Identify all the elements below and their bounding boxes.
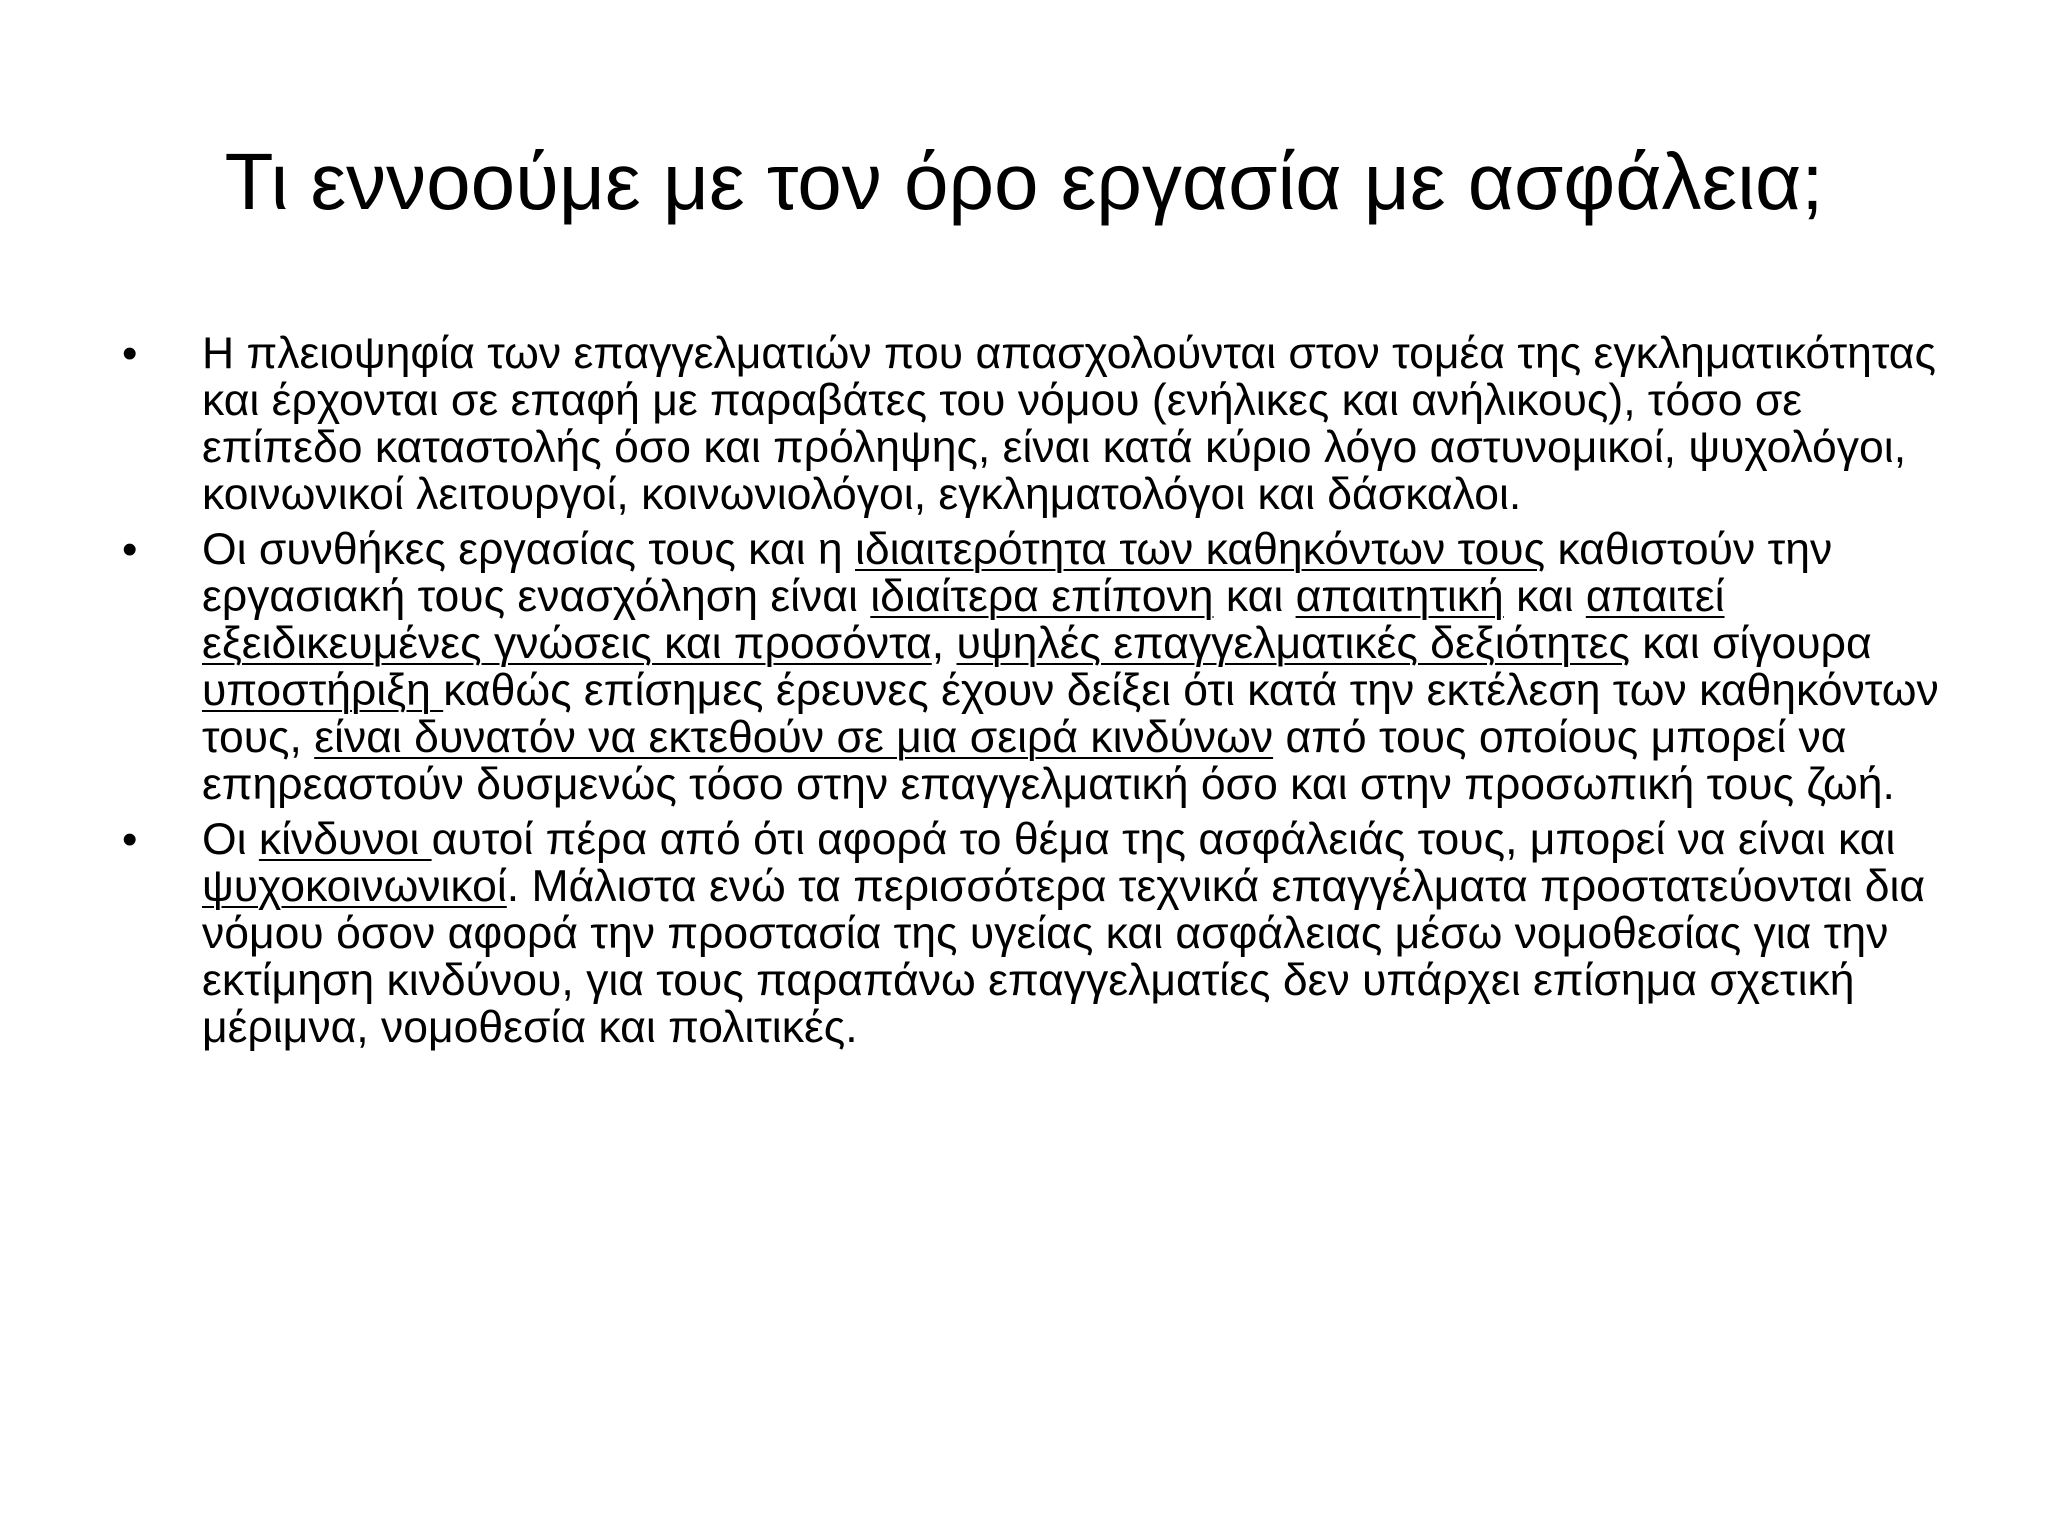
underlined-phrase: ψυχοκοινωνικοί xyxy=(202,862,507,911)
underlined-phrase: ιδιαίτερα επίπονη xyxy=(870,572,1214,621)
bullet-text: Η πλειοψηφία των επαγγελματιών που απασχολούνται στον τομέα της εγκληματικότητας και έρχονται σε επαφή με παραβάτες του νόμου (ενήλικες και ανήλικους), τόσο σε επίπεδο καταστολής όσο και πρόληψης, είναι κατά κύριο λόγο αστυνομικοί, ψυχολόγοι, κοινωνικοί λειτουργοί, κοινωνιολόγοι, εγκληματολόγοι και δάσκαλοι. xyxy=(202,329,1936,519)
bullet-marker: • xyxy=(122,329,138,378)
bullet-text: αυτοί πέρα από ότι αφορά το θέμα της ασφάλειάς τους, μπορεί να είναι και xyxy=(431,815,1896,864)
underlined-phrase: κίνδυνοι xyxy=(258,815,432,864)
slide-title: Τι εννοούμε με τον όρο εργασία με ασφάλεια; xyxy=(224,137,1824,226)
bullet-text: από τους οποίους μπορεί να επηρεαστούν δυσμενώς τόσο στην επαγγελματική όσο και στην προσωπική τους ζωή. xyxy=(202,713,1895,809)
bullet-item xyxy=(122,816,1962,1051)
bullet-list xyxy=(122,330,1962,1059)
bullet-text: Οι συνθήκες εργασίας τους και η xyxy=(202,525,855,574)
bullet-marker: • xyxy=(122,815,138,864)
bullet-item xyxy=(122,330,1962,518)
bullet-text: καθιστούν την εργασιακή τους ενασχόληση είναι xyxy=(202,525,1833,621)
underlined-phrase: απαιτητική xyxy=(1295,572,1504,621)
bullet-text: . Μάλιστα ενώ τα περισσότερα τεχνικά επαγγέλματα προστατεύονται δια νόμου όσον αφορά την προστασία της υγείας και ασφάλειας μέσω νομοθεσίας για την εκτίμηση κινδύνου, για τους παραπάνω επαγγελματίες δεν υπάρχει επίσημα σχετική μέριμνα, νομοθεσία και πολιτικές. xyxy=(202,862,1926,1052)
bullet-text: και σίγουρα xyxy=(1629,619,1872,668)
bullet-text: Οι xyxy=(202,815,259,864)
bullet-text: και xyxy=(1213,572,1296,621)
bullet-marker: • xyxy=(122,525,138,574)
underlined-phrase: ιδιαιτερότητα των καθηκόντων τους xyxy=(854,525,1546,574)
underlined-phrase: υποστήριξη xyxy=(202,666,444,715)
underlined-phrase: υψηλές επαγγελματικές δεξιότητες xyxy=(956,619,1630,668)
underlined-phrase: απαιτεί εξειδικευμένες γνώσεις και προσόντα xyxy=(202,572,1725,668)
bullet-text: καθώς επίσημες έρευνες έχουν δείξει ότι κατά την εκτέλεση των καθηκόντων τους, xyxy=(202,666,1939,762)
bullet-text: και xyxy=(1503,572,1586,621)
bullet-text: , xyxy=(931,619,957,668)
underlined-phrase: είναι δυνατόν να εκτεθούν σε μια σειρά κινδύνων xyxy=(314,713,1274,762)
bullet-item xyxy=(122,526,1962,808)
